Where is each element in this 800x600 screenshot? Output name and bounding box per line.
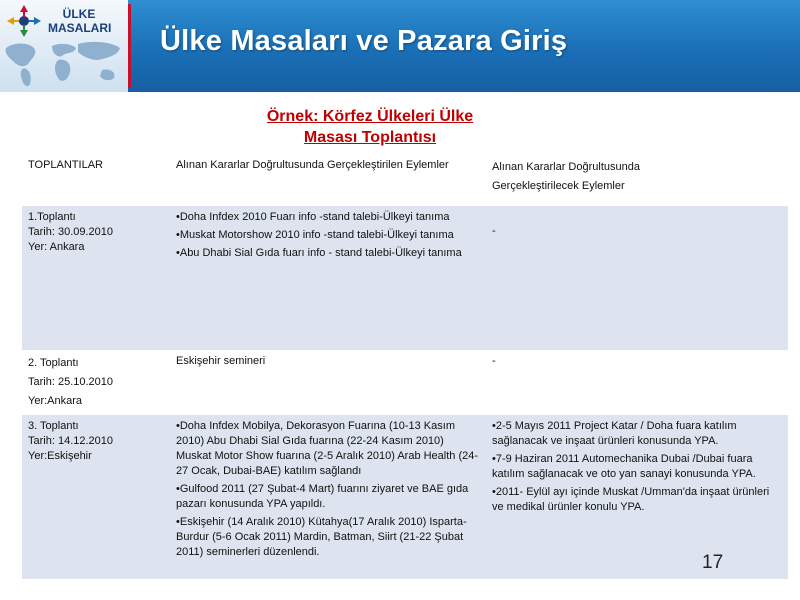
meeting-date: Tarih: 25.10.2010 xyxy=(28,376,114,388)
meeting-name: 3. Toplantı xyxy=(28,420,79,432)
done-action-item: •Doha Infdex Mobilya, Dekorasyon Fuarına (10-13 Kasım 2010) Abu Dhabi Sial Gıda fuarına (22-24 Kasım 2010) Muskat Motor Show fuarına (2-5 Aralık 2010) Arab Health (24-27 Ocak, Dubai-BAE) katılım sağlandı xyxy=(176,420,479,477)
header-planned-line-2: Gerçekleştirilecek Eylemler xyxy=(492,180,625,192)
subtitle-line-1: Örnek: Körfez Ülkeleri Ülke xyxy=(266,108,474,125)
logo-arrows-icon xyxy=(6,4,42,38)
table-row xyxy=(22,350,788,415)
logo-text xyxy=(48,7,110,35)
logo xyxy=(0,0,128,92)
table-header-row xyxy=(22,148,788,206)
logo-line-1: ÜLKE xyxy=(62,7,96,21)
header-meetings: TOPLANTILAR xyxy=(22,148,170,206)
subtitle-line-2: Masası Toplantısı xyxy=(303,129,437,146)
meeting-place: Yer:Ankara xyxy=(28,395,83,407)
planned-action-item: - xyxy=(492,355,496,367)
meeting-name: 2. Toplantı xyxy=(28,357,79,369)
header-divider xyxy=(128,4,131,88)
planned-actions-cell xyxy=(486,206,788,350)
world-map-icon xyxy=(2,38,126,90)
meeting-place: Yer:Eskişehir xyxy=(28,450,92,462)
header-banner xyxy=(0,0,800,92)
meeting-name: 1.Toplantı xyxy=(28,211,76,223)
meetings-table xyxy=(22,148,788,579)
meeting-cell xyxy=(22,415,170,579)
done-actions-cell xyxy=(170,350,486,415)
done-action-item: •Gulfood 2011 (27 Şubat-4 Mart) fuarını ziyaret ve BAE gıda pazarı konusunda YPA yapıldı. xyxy=(176,483,469,510)
table-row xyxy=(22,415,788,579)
meeting-date: Tarih: 30.09.2010 xyxy=(28,226,114,238)
meeting-date: Tarih: 14.12.2010 xyxy=(28,435,114,447)
planned-action-item: - xyxy=(492,225,496,237)
planned-action-item: •2-5 Mayıs 2011 Project Katar / Doha fuara katılım sağlanacak ve inşaat ürünleri konusunda YPA. xyxy=(492,420,737,447)
table-row xyxy=(22,206,788,350)
logo-line-2: MASALARI xyxy=(48,21,112,35)
slide-subtitle xyxy=(200,106,540,148)
done-actions-cell xyxy=(170,206,486,350)
planned-actions-cell xyxy=(486,350,788,415)
page-number: 17 xyxy=(702,552,724,573)
planned-action-item: •7-9 Haziran 2011 Automechanika Dubai /Dubai fuara katılım sağlanacak ve oto yan sanayi konusunda YPA. xyxy=(492,453,756,480)
meeting-cell xyxy=(22,350,170,415)
planned-actions-cell xyxy=(486,415,788,579)
header-planned-line-1: Alınan Kararlar Doğrultusunda xyxy=(492,161,640,173)
done-action-item: •Doha Infdex 2010 Fuarı info -stand talebi-Ülkeyi tanıma xyxy=(176,211,450,223)
planned-action-item: •2011- Eylül ayı içinde Muskat /Umman'da inşaat ürünleri ve medikal ürünler konulu YPA. xyxy=(492,486,770,513)
meeting-place: Yer: Ankara xyxy=(28,241,85,253)
meeting-cell xyxy=(22,206,170,350)
header-done-actions: Alınan Kararlar Doğrultusunda Gerçekleştirilen Eylemler xyxy=(170,148,486,206)
header-planned-actions xyxy=(486,148,788,206)
done-action-item: Eskişehir semineri xyxy=(176,355,266,367)
done-action-item: •Abu Dhabi Sial Gıda fuarı info - stand talebi-Ülkeyi tanıma xyxy=(176,247,462,259)
page-title: Ülke Masaları ve Pazara Giriş xyxy=(160,25,568,57)
done-action-item: •Muskat Motorshow 2010 info -stand talebi-Ülkeyi tanıma xyxy=(176,229,454,241)
done-actions-cell xyxy=(170,415,486,579)
done-action-item: •Eskişehir (14 Aralık 2010) Kütahya(17 Aralık 2010) Isparta-Burdur (5-6 Ocak 2011) Mardin, Batman, Siirt (21-22 Şubat 2011) seminerleri düzenlendi. xyxy=(176,516,467,558)
